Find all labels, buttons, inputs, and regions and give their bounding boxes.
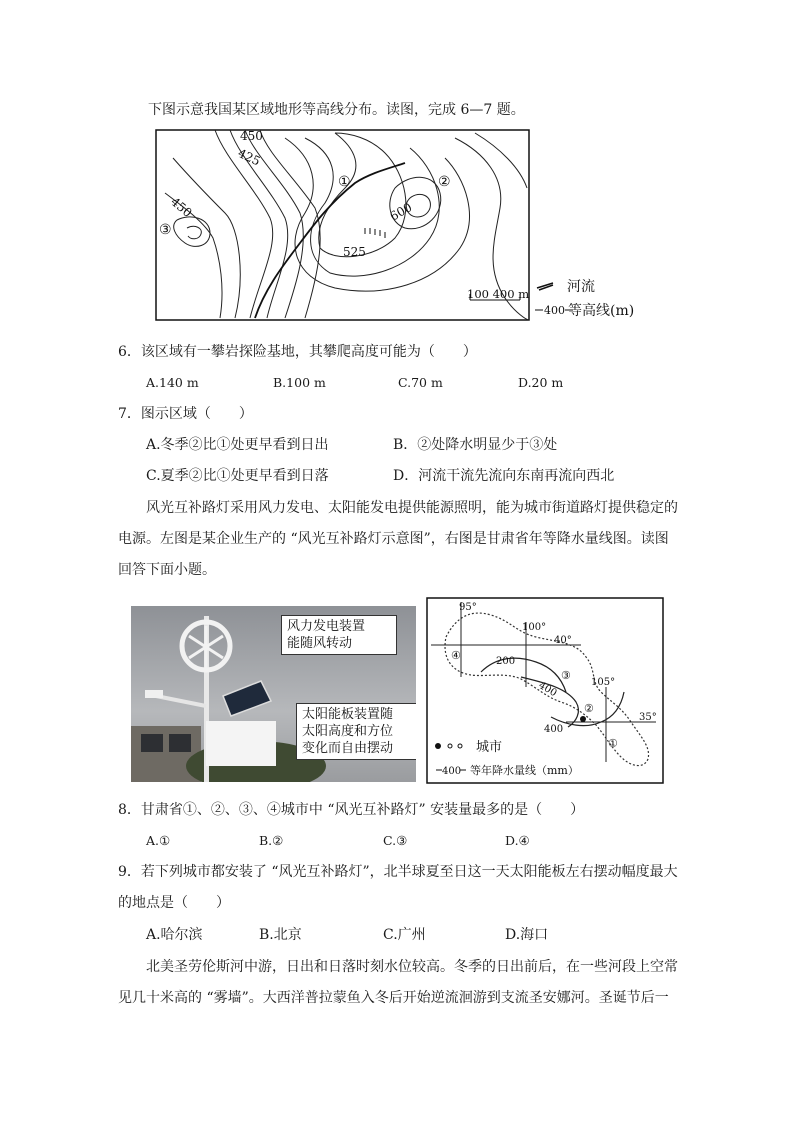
- passage3-line1: 北美圣劳伦斯河中游，日出和日落时刻水位较高。冬季的日出前后，在一些河段上空常: [146, 959, 678, 975]
- point-1-label: ①: [338, 174, 351, 190]
- contour-label-450: 450: [168, 194, 195, 221]
- legend-iso-value: 400: [442, 766, 462, 777]
- city-3-label: ③: [561, 669, 571, 682]
- lon-label-100: 100°: [522, 622, 547, 633]
- city-1-label: ①: [608, 737, 618, 750]
- passage2-line3: 回答下面小题。: [118, 562, 216, 578]
- q9-option-b[interactable]: B.北京: [259, 927, 302, 943]
- callout-solar-line2: 太阳高度和方位: [302, 724, 394, 739]
- street-lamp-photo: [131, 606, 416, 782]
- legend-contour-value: 400: [544, 304, 565, 317]
- legend-contour: 等高线(m): [568, 303, 635, 319]
- q8-stem: 8．甘肃省①、②、③、④城市中 “风光互补路灯” 安装量最多的是（ ）: [118, 802, 585, 818]
- passage2-line2: 电源。左图是某企业生产的 “风光互补路灯示意图”，右图是甘肃省年等降水量线图。读图: [118, 531, 669, 547]
- callout-solar-line3: 变化而自由摆动: [302, 741, 394, 756]
- q9-stem-line1: 9．若下列城市都安装了 “风光互补路灯”，北半球夏至日这一天太阳能板左右摆动幅度最大: [118, 864, 678, 880]
- legend-city: 城市: [476, 740, 503, 755]
- q8-option-c[interactable]: C.③: [383, 833, 408, 848]
- callout-solar-line1: 太阳能板装置随: [302, 707, 394, 722]
- q6-option-b[interactable]: B.100 m: [273, 375, 326, 390]
- q8-option-a[interactable]: A.①: [146, 833, 171, 848]
- legend-river: 河流: [567, 279, 595, 295]
- q7-option-b[interactable]: B．②处降水明显少于③处: [393, 437, 558, 453]
- q9-stem-line2: 的地点是（ ）: [118, 895, 230, 911]
- city-4-label: ④: [451, 649, 461, 662]
- gansu-precip-map: [426, 597, 666, 789]
- q6-option-c[interactable]: C.70 m: [398, 375, 443, 390]
- lon-label-95: 95°: [459, 602, 477, 613]
- scale-bar-label: 100 400 m: [467, 287, 530, 301]
- isohyet-label-200: 200: [496, 656, 516, 667]
- city-2-label: ②: [584, 702, 594, 715]
- point-2-label: ②: [438, 174, 451, 190]
- q9-option-c[interactable]: C.广州: [383, 927, 426, 943]
- q7-stem: 7．图示区域（ ）: [118, 406, 253, 422]
- q7-option-d[interactable]: D．河流干流先流向东南再流向西北: [393, 468, 615, 484]
- lat-label-40: 40°: [554, 635, 572, 646]
- lat-label-35: 35°: [639, 712, 657, 723]
- isohyet-label-400-a: 400: [536, 680, 559, 700]
- callout-wind-line2: 能随风转动: [287, 636, 353, 651]
- contour-label-top: 450: [240, 129, 263, 143]
- intro-text: 下图示意我国某区域地形等高线分布。读图，完成 6—7 题。: [148, 102, 525, 118]
- contour-label-525: 525: [343, 245, 366, 259]
- q8-option-b[interactable]: B.②: [259, 833, 284, 848]
- q7-option-c[interactable]: C.夏季②比①处更早看到日落: [146, 468, 329, 484]
- point-3-label: ③: [159, 222, 172, 238]
- legend-isohyet: 等年降水量线（mm）: [470, 764, 579, 777]
- q6-stem: 6．该区域有一攀岩探险基地，其攀爬高度可能为（ ）: [118, 344, 477, 360]
- passage2-line1: 风光互补路灯采用风力发电、太阳能发电提供能源照明，能为城市街道路灯提供稳定的: [146, 500, 678, 516]
- callout-wind-line1: 风力发电装置: [287, 619, 366, 634]
- legend-city-dot: [435, 743, 441, 749]
- q8-option-d[interactable]: D.④: [505, 833, 530, 848]
- contour-label-600: 600: [387, 200, 415, 224]
- passage3-line2: 见几十米高的 “雾墙”。大西洋普拉蒙鱼入冬后开始逆流洄游到支流圣安娜河。圣诞节后一: [118, 990, 669, 1006]
- isohyet-label-400-b: 400: [544, 724, 564, 735]
- lon-label-105: 105°: [591, 677, 616, 688]
- q6-option-a[interactable]: A.140 m: [146, 375, 199, 390]
- q6-option-d[interactable]: D.20 m: [518, 375, 564, 390]
- q9-option-d[interactable]: D.海口: [505, 927, 549, 943]
- q9-option-a[interactable]: A.哈尔滨: [146, 927, 203, 943]
- contour-label-425: 425: [235, 146, 263, 169]
- contour-map: [155, 128, 650, 327]
- q7-option-a[interactable]: A.冬季②比①处更早看到日出: [146, 437, 329, 453]
